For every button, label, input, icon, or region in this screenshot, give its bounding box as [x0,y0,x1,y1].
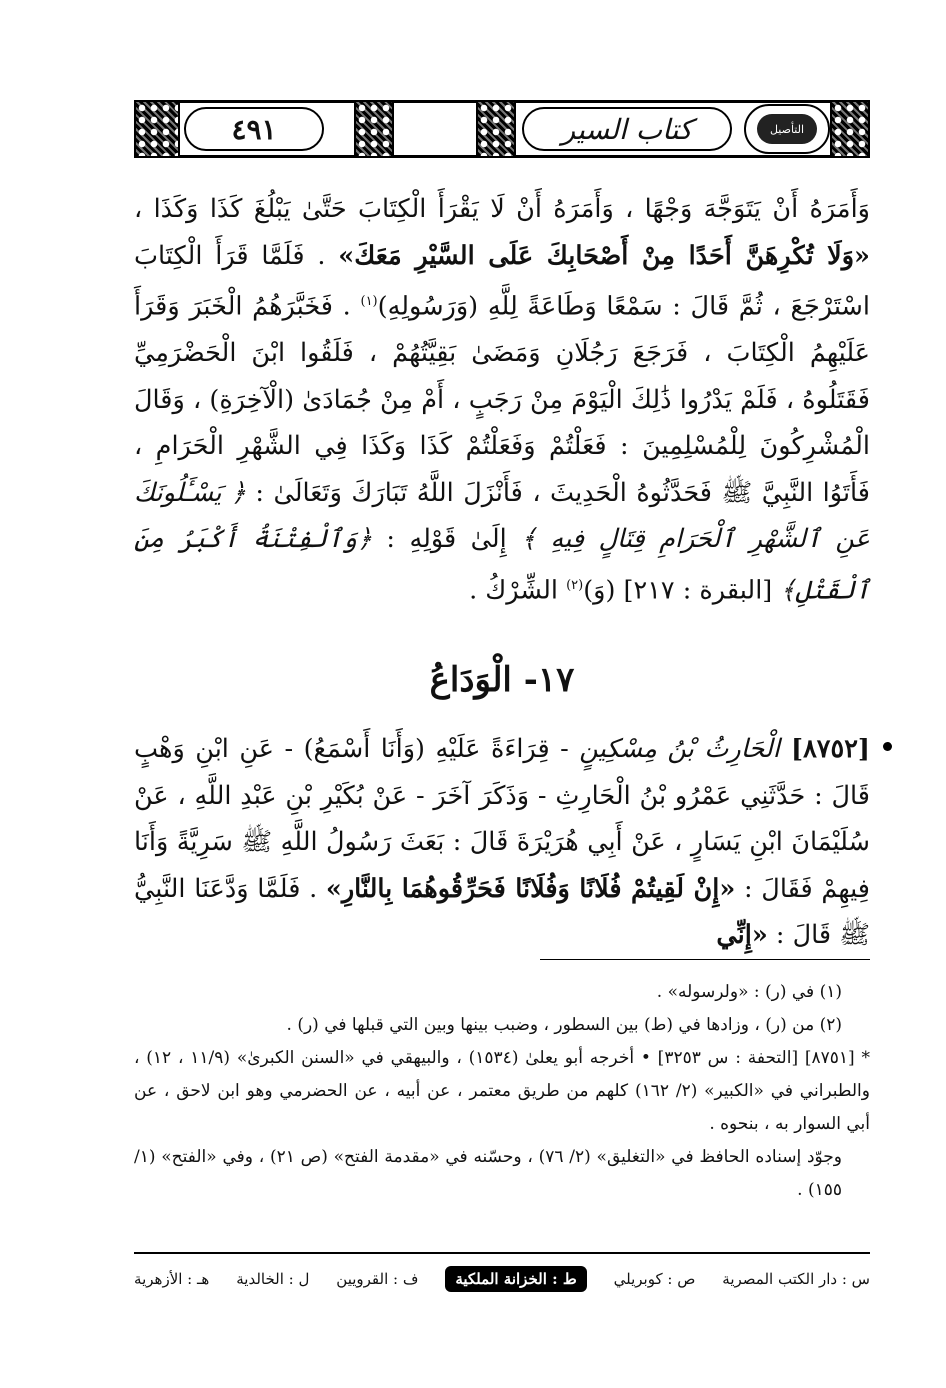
prophet-quote: «إِنْ لَقِيتُمْ فُلَانًا وَفُلَانًا فَحَرِّقُوهُمَا بِالنَّارِ» [325,873,736,904]
legend-item: ل : الخالدية [236,1270,310,1288]
text-run: إِلَىٰ قَوْلِهِ : [372,524,522,554]
page-number-cartouche [184,107,324,151]
legend-item: ص : كوبريلي [613,1270,696,1288]
book-title: كتاب السير [561,112,693,146]
main-paragraph [134,186,870,614]
manuscript-legend [134,1262,870,1296]
bullet-icon [883,742,892,751]
quran-verse: ﴿وَٱلْفِتْنَةُ أَكْبَرُ مِنَ ٱلْقَتْلِ﴾ [134,524,870,605]
main-text [134,186,870,614]
verse-reference: [البقرة : ٢١٧] (وَ) [583,575,781,605]
publisher-logo-icon: التأصيل [757,114,817,144]
ornament-pattern-mid [476,100,516,158]
text-run: . فَلَمَّا وَدَّعَنَا النَّبِيُّ ﷺ قَالَ : [134,873,870,950]
publisher-logo [744,104,830,154]
legend-item: س : دار الكتب المصرية [722,1270,870,1288]
book-title-cartouche [522,107,732,151]
footnote-takhrij: * [٨٧٥١] [التحفة : س ٣٢٥٣] • أخرجه أبو يعلىٰ (١٥٣٤) ، والبيهقي في «السنن الكبرىٰ» (١١/٩ ، ١٢) ، والطبراني في «الكبير» (٢/ ١٦٢) كلهم من طريق معتمر ، عن أبيه ، عن الحضرمي وهو ابن لاحق ، عن أبي السوار به ، بنحوه . [134,1048,870,1134]
footnotes [134,976,870,1207]
narrator-name: الْحَارِثُ بْنُ مِسْكِينٍ [579,734,780,764]
page-number: ٤٩١ [231,112,277,146]
prophet-quote: «وَلَا تُكْرِهَنَّ أَحَدًا مِنْ أَصْحَابِكَ عَلَى السَّيْرِ مَعَكَ» [338,240,870,271]
legend-rule [134,1252,870,1254]
ornament-pattern-mid [354,100,394,158]
text-run: . فَخَبَّرَهُمُ الْخَبَرَ وَقَرَأَ عَلَيْهِمُ الْكِتَابَ ، فَرَجَعَ رَجُلَانِ وَمَضَىٰ بَقِيَّتُهُمْ ، فَلَقُوا ابْنَ الْحَضْرَمِيِّ فَقَتَلُوهُ ، فَلَمْ يَدْرُوا ذَٰلِكَ الْيَوْمَ مِنْ رَجَبٍ ، أَمْ مِنْ جُمَادَىٰ (الْآخِرَةِ) ، وَقَالَ الْمُشْرِكُونَ لِلْمُسْلِمِينَ : فَعَلْتُمْ وَفَعَلْتُمْ كَذَا وَكَذَا فِي الشَّهْرِ الْحَرَامِ ، فَأَتَوُا النَّبِيَّ ﷺ فَحَدَّثُوهُ الْحَدِيثَ ، فَأَنْزَلَ اللَّهُ تَبَارَكَ وَتَعَالَىٰ : [134,291,870,508]
footnote-ref: (١) [360,294,378,309]
footnote-grading: وجوّد إسناده الحافظ في «التغليق» (٢/ ٧٦) ، وحسّنه في «مقدمة الفتح» (ص ٢١) ، وفي «الفتح» (١/ ١٥٥) . [134,1147,843,1200]
legend-item: هـ : الأزهرية [134,1270,210,1288]
ornament-pattern-right [830,100,870,158]
hadith-block [134,726,870,959]
legend-item: ف : القرويين [336,1270,419,1288]
text-run: - قِرَاءَةً عَلَيْهِ (وَأَنَا أَسْمَعُ) - عَنِ ابْنِ وَهْبٍ قَالَ : حَدَّثَنِي عَمْرُو بْنُ الْحَارِثِ - وَذَكَرَ آخَرَ - عَنْ بُكَيْرِ بْنِ عَبْدِ اللَّهِ ، عَنْ سُلَيْمَانَ ابْنِ يَسَارٍ ، عَنْ أَبِي هُرَيْرَةَ قَالَ : بَعَثَ رَسُولُ اللَّهِ ﷺ سَرِيَّةً وَأَنَا فِيهِمْ فَقَالَ : [134,734,871,904]
footnote-2: (٢) من (ر) ، وزادها في (ط) بين السطور ، وضبب بينها وبين التي قبلها في (ر) . [286,1015,842,1035]
footnote-separator [540,959,870,960]
text-run: الشِّرْكُ . [469,575,567,605]
ornament-pattern-left [134,100,180,158]
hadith-number: [٨٧٥٢] [779,734,870,764]
text-run: . فَلَمَّا قَرَأَ الْكِتَابَ اسْتَرْجَعَ ، ثُمَّ قَالَ : سَمْعًا وَطَاعَةً لِلَّهِ (وَرَسُولِهِ) [134,240,870,322]
legend-item-highlighted: ط : الخزانة الملكية [445,1266,586,1292]
hadith-paragraph [134,726,870,959]
section-heading: ١٧- الْوَدَاعُ [429,660,575,700]
quran-verse: ﴿ يَسْـَٔلُونَكَ عَنِ ٱلشَّهْرِ ٱلْحَرَامِ قِتَالٍ فِيهِ ﴾ [134,477,870,554]
footnote-ref: (٢) [566,577,584,593]
page-header [134,100,870,158]
text-run: وَأَمَرَهُ أَنْ يَتَوَجَّهَ وَجْهًا ، وَأَمَرَهُ أَنْ لَا يَقْرَأَ الْكِتَابَ حَتَّىٰ يَبْلُغَ كَذَا وَكَذَا ، [134,194,870,224]
prophet-quote: «إِنِّي [716,920,768,950]
footnote-1: (١) في (ر) : «ولرسوله» . [656,982,842,1002]
